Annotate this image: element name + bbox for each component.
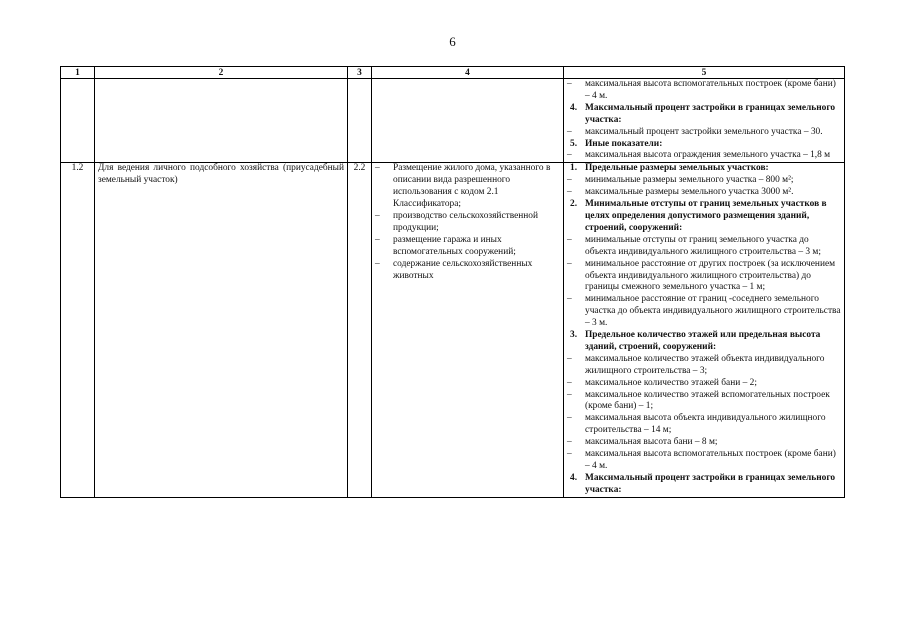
param-item: – максимальная высота вспомогательных построек (кроме бани) – 4 м. (567, 79, 841, 103)
empty-cell (348, 79, 372, 163)
params-cell (564, 163, 845, 497)
zoning-table (60, 66, 845, 498)
table-row-continuation (61, 79, 845, 163)
header-cell: 5 (564, 67, 845, 79)
param-item: – минимальные размеры земельного участка – 800 м²; (567, 175, 841, 187)
param-item: – максимальная высота вспомогательных построек (кроме бани) – 4 м. (567, 449, 841, 473)
section-heading (567, 473, 841, 497)
empty-cell (372, 79, 564, 163)
section-title: Максимальный процент застройки в границах земельного участка: (585, 472, 836, 495)
section-number: 4. (570, 472, 578, 483)
section-heading (567, 163, 841, 175)
section-title: Предельные размеры земельных участков: (585, 163, 769, 174)
table-header-row (61, 67, 845, 79)
section-number: 1. (570, 163, 578, 174)
section-heading (567, 199, 841, 235)
param-list (567, 235, 841, 330)
param-list (567, 79, 841, 103)
section-title: Иные показатели: (585, 138, 663, 149)
param-list (567, 354, 841, 473)
section-number: 5. (570, 138, 578, 149)
description-cell (372, 163, 564, 497)
empty-cell (61, 79, 95, 163)
section-heading (567, 330, 841, 354)
row-number: 1.2 (61, 163, 95, 497)
param-item: – максимальные размеры земельного участка 3000 м². (567, 187, 841, 199)
params-list (567, 79, 841, 162)
header-cell: 4 (372, 67, 564, 79)
param-list (567, 127, 841, 139)
section-number: 4. (570, 102, 578, 113)
param-item: – минимальное расстояние от других построек (за исключением объекта индивидуального жилищного строительства) до границы смежного земельного участка – 1 м; (567, 259, 841, 295)
param-item: – минимальные отступы от границ земельного участка до объекта индивидуального жилищного строительства – 3 м; (567, 235, 841, 259)
param-item: – максимальное количество этажей вспомогательных построек (кроме бани) – 1; (567, 390, 841, 414)
section-heading (567, 103, 841, 127)
header-cell: 1 (61, 67, 95, 79)
land-use-purpose: Для ведения личного подсобного хозяйства (приусадебный земельный участок) (95, 163, 348, 497)
param-list (567, 175, 841, 199)
header-cell: 3 (348, 67, 372, 79)
section-title: Минимальные отступы от границ земельных участков в целях определения допустимого размещения зданий, строений, сооружений: (585, 199, 827, 233)
section-title: Максимальный процент застройки в границах земельного участка: (585, 102, 836, 125)
param-list (567, 150, 841, 162)
page-number: 6 (449, 34, 456, 49)
param-item: – максимальный процент застройки земельного участка – 30. (567, 127, 841, 139)
description-item: – производство сельскохозяйственной продукции; (375, 211, 560, 235)
section-heading (567, 139, 841, 151)
params-cell (564, 79, 845, 163)
param-item: – максимальная высота бани – 8 м; (567, 437, 841, 449)
param-item: – максимальное количество этажей объекта индивидуального жилищного строительства – 3; (567, 354, 841, 378)
description-item: – Размещение жилого дома, указанного в описании вида разрешенного использования с кодом 2.1 Классификатора; (375, 163, 560, 211)
description-item: – размещение гаража и иных вспомогательных сооружений; (375, 235, 560, 259)
section-title: Предельное количество этажей или предельная высота зданий, строений, сооружений: (585, 330, 821, 352)
param-item: – минимальное расстояние от границ -соседнего земельного участка до объекта индивидуального жилищного строительства – 3 м. (567, 294, 841, 330)
empty-cell (95, 79, 348, 163)
header-cell: 2 (95, 67, 348, 79)
section-number: 2. (570, 199, 578, 210)
param-item: – максимальная высота ограждения земельного участка – 1,8 м (567, 150, 841, 162)
param-item: – максимальное количество этажей бани – 2; (567, 378, 841, 390)
description-item: – содержание сельскохозяйственных животных (375, 259, 560, 283)
classifier-code: 2.2 (348, 163, 372, 497)
param-item: – максимальная высота объекта индивидуального жилищного строительства – 14 м; (567, 413, 841, 437)
section-number: 3. (570, 330, 578, 341)
table-row (61, 163, 845, 497)
description-list (375, 163, 560, 282)
params-list (567, 163, 841, 496)
